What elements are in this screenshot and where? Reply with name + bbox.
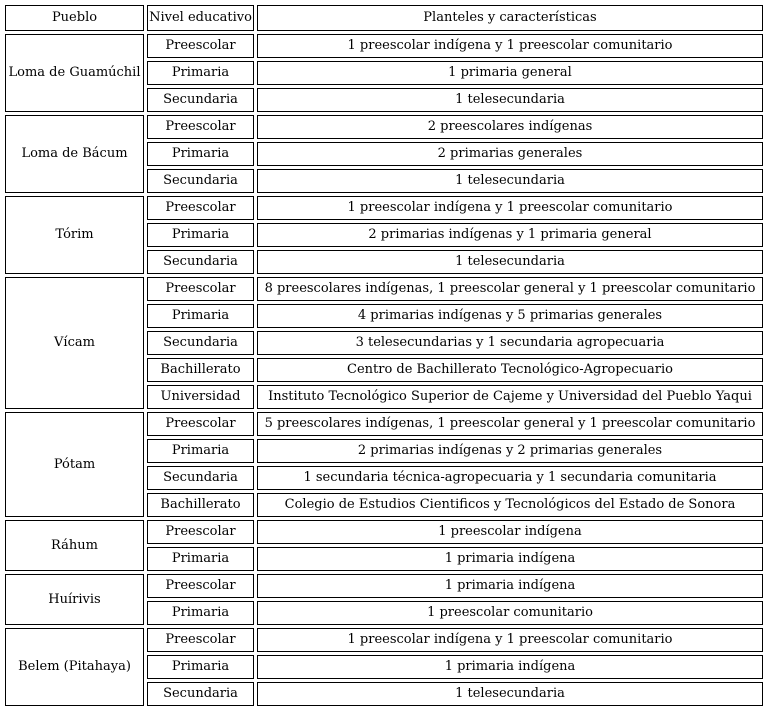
header-nivel-educativo: Nivel educativo: [147, 5, 254, 31]
nivel-cell: Preescolar: [147, 628, 254, 652]
nivel-cell: Secundaria: [147, 466, 254, 490]
table-row: [5, 412, 763, 436]
table-row: [5, 34, 763, 58]
planteles-cell: 8 preescolares indígenas, 1 preescolar general y 1 preescolar comunitario: [257, 277, 763, 301]
planteles-cell: 1 primaria indígena: [257, 655, 763, 679]
planteles-cell: 1 primaria general: [257, 61, 763, 85]
nivel-cell: Preescolar: [147, 115, 254, 139]
nivel-cell: Primaria: [147, 304, 254, 328]
pueblo-cell: Belem (Pitahaya): [5, 628, 144, 706]
table-row: [5, 574, 763, 598]
pueblo-cell: Ráhum: [5, 520, 144, 571]
nivel-cell: Primaria: [147, 142, 254, 166]
nivel-cell: Primaria: [147, 601, 254, 625]
planteles-cell: 1 telesecundaria: [257, 682, 763, 706]
nivel-cell: Primaria: [147, 439, 254, 463]
planteles-cell: 1 primaria indígena: [257, 547, 763, 571]
planteles-cell: 2 primarias indígenas y 1 primaria general: [257, 223, 763, 247]
table-row: [5, 196, 763, 220]
planteles-cell: 1 telesecundaria: [257, 88, 763, 112]
nivel-cell: Preescolar: [147, 412, 254, 436]
pueblo-cell: Loma de Guamúchil: [5, 34, 144, 112]
nivel-cell: Primaria: [147, 547, 254, 571]
nivel-cell: Universidad: [147, 385, 254, 409]
pueblo-cell: Loma de Bácum: [5, 115, 144, 193]
planteles-cell: 2 primarias indígenas y 2 primarias generales: [257, 439, 763, 463]
planteles-cell: Instituto Tecnológico Superior de Cajeme y Universidad del Pueblo Yaqui: [257, 385, 763, 409]
planteles-cell: Centro de Bachillerato Tecnológico-Agropecuario: [257, 358, 763, 382]
planteles-cell: 4 primarias indígenas y 5 primarias generales: [257, 304, 763, 328]
planteles-cell: 2 preescolares indígenas: [257, 115, 763, 139]
nivel-cell: Secundaria: [147, 88, 254, 112]
nivel-cell: Bachillerato: [147, 493, 254, 517]
table-row: [5, 115, 763, 139]
education-table: [2, 2, 766, 709]
nivel-cell: Secundaria: [147, 682, 254, 706]
planteles-cell: 1 primaria indígena: [257, 574, 763, 598]
header-planteles: Planteles y características: [257, 5, 763, 31]
nivel-cell: Secundaria: [147, 331, 254, 355]
planteles-cell: 1 secundaria técnica-agropecuaria y 1 secundaria comunitaria: [257, 466, 763, 490]
planteles-cell: 2 primarias generales: [257, 142, 763, 166]
nivel-cell: Bachillerato: [147, 358, 254, 382]
header-pueblo: Pueblo: [5, 5, 144, 31]
pueblo-cell: Vícam: [5, 277, 144, 409]
planteles-cell: 1 preescolar indígena: [257, 520, 763, 544]
planteles-cell: 1 preescolar indígena y 1 preescolar comunitario: [257, 196, 763, 220]
nivel-cell: Preescolar: [147, 34, 254, 58]
table-row: [5, 277, 763, 301]
nivel-cell: Primaria: [147, 61, 254, 85]
pueblo-cell: Huírivis: [5, 574, 144, 625]
nivel-cell: Preescolar: [147, 574, 254, 598]
nivel-cell: Preescolar: [147, 277, 254, 301]
nivel-cell: Secundaria: [147, 169, 254, 193]
nivel-cell: Primaria: [147, 223, 254, 247]
planteles-cell: 3 telesecundarias y 1 secundaria agropecuaria: [257, 331, 763, 355]
table-row: [5, 520, 763, 544]
table-body: [5, 34, 763, 706]
pueblo-cell: Tórim: [5, 196, 144, 274]
planteles-cell: Colegio de Estudios Cientificos y Tecnológicos del Estado de Sonora: [257, 493, 763, 517]
planteles-cell: 5 preescolares indígenas, 1 preescolar general y 1 preescolar comunitario: [257, 412, 763, 436]
nivel-cell: Primaria: [147, 655, 254, 679]
planteles-cell: 1 preescolar indígena y 1 preescolar comunitario: [257, 628, 763, 652]
header-row: [5, 5, 763, 31]
nivel-cell: Secundaria: [147, 250, 254, 274]
planteles-cell: 1 preescolar indígena y 1 preescolar comunitario: [257, 34, 763, 58]
table-row: [5, 628, 763, 652]
pueblo-cell: Pótam: [5, 412, 144, 517]
nivel-cell: Preescolar: [147, 520, 254, 544]
nivel-cell: Preescolar: [147, 196, 254, 220]
planteles-cell: 1 telesecundaria: [257, 250, 763, 274]
planteles-cell: 1 telesecundaria: [257, 169, 763, 193]
planteles-cell: 1 preescolar comunitario: [257, 601, 763, 625]
